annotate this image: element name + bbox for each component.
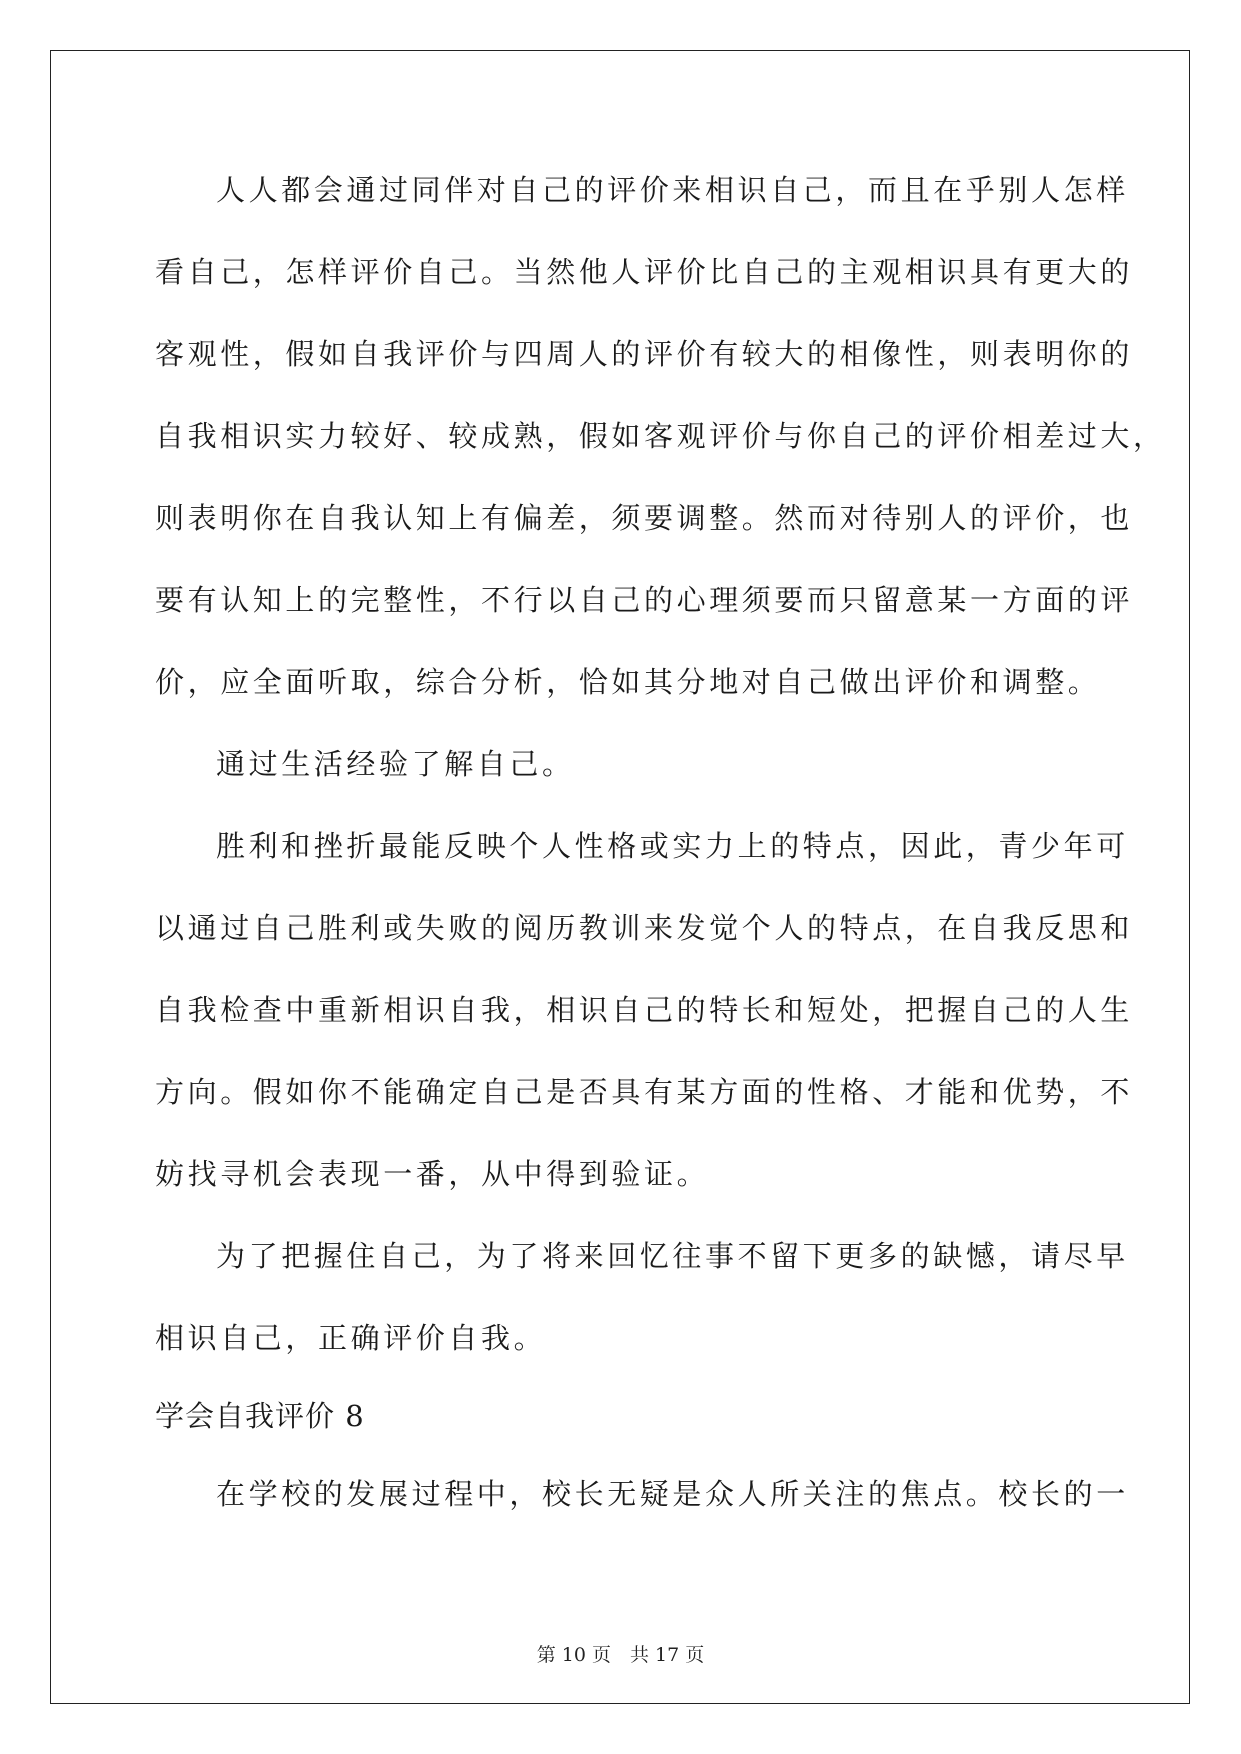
- page-number-footer: 第 10 页 共 17 页: [536, 1644, 705, 1666]
- paragraph-1-line-3: 客观性，假如自我评价与四周人的评价有较大的相像性，则表明你的: [155, 337, 1134, 371]
- paragraph-2-line-1: 通过生活经验了解自己。: [216, 747, 575, 781]
- paragraph-3-line-1: 胜利和挫折最能反映个人性格或实力上的特点，因此，青少年可: [216, 829, 1129, 863]
- paragraph-3-line-5: 妨找寻机会表现一番，从中得到验证。: [155, 1157, 710, 1191]
- section-heading: 学会自我评价 8: [155, 1399, 365, 1433]
- paragraph-3-line-4: 方向。假如你不能确定自己是否具有某方面的性格、才能和优势，不: [155, 1075, 1134, 1109]
- paragraph-1-line-4: 自我相识实力较好、较成熟，假如客观评价与你自己的评价相差过大，: [155, 419, 1166, 453]
- paragraph-1-line-5: 则表明你在自我认知上有偏差，须要调整。然而对待别人的评价，也: [155, 501, 1134, 535]
- paragraph-1-line-2: 看自己，怎样评价自己。当然他人评价比自己的主观相识具有更大的: [155, 255, 1134, 289]
- paragraph-3-line-2: 以通过自己胜利或失败的阅历教训来发觉个人的特点，在自我反思和: [155, 911, 1134, 945]
- paragraph-1-line-7: 价，应全面听取，综合分析，恰如其分地对自己做出评价和调整。: [155, 665, 1101, 699]
- paragraph-1-line-1: 人人都会通过同伴对自己的评价来相识自己，而且在乎别人怎样: [216, 173, 1129, 207]
- paragraph-4-line-2: 相识自己，正确评价自我。: [155, 1321, 547, 1355]
- page-border: [50, 50, 1190, 1704]
- paragraph-1-line-6: 要有认知上的完整性，不行以自己的心理须要而只留意某一方面的评: [155, 583, 1134, 617]
- paragraph-3-line-3: 自我检查中重新相识自我，相识自己的特长和短处，把握自己的人生: [155, 993, 1134, 1027]
- paragraph-5-line-1: 在学校的发展过程中，校长无疑是众人所关注的焦点。校长的一: [216, 1477, 1129, 1511]
- paragraph-4-line-1: 为了把握住自己，为了将来回忆往事不留下更多的缺憾，请尽早: [216, 1239, 1129, 1273]
